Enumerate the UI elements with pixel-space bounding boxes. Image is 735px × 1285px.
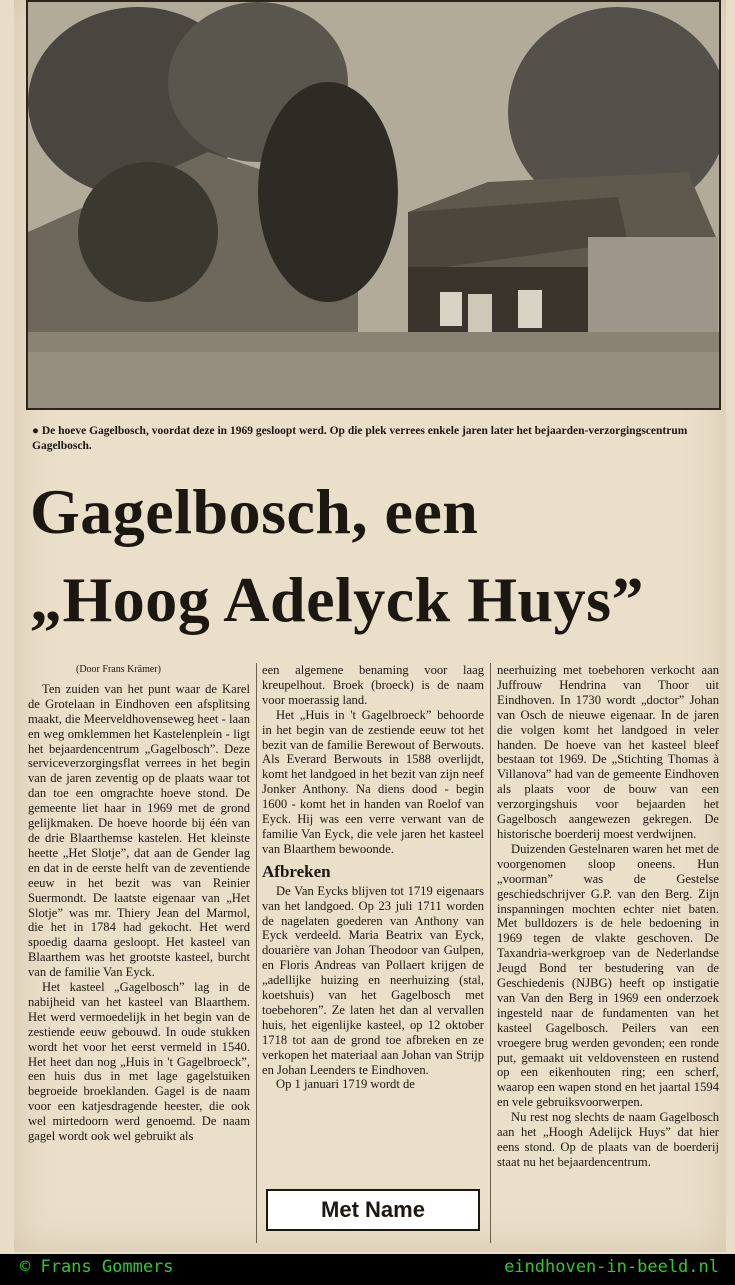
paragraph: neerhuizing met toebehoren verkocht aan Juffrouw Hendrina van Thoor uit Eindhoven. In 1730 wordt „doctor” Johan van Osch de nieuwe eigenaar. In de jaren die volgen komt het landgoed in veler handen. De hoeve van het kasteel bleef bestaan tot 1969. De „Stichting Thomas à Villanova” had van de gemeente Eindhoven als plaats voor de bouw van een verzorgingshuis voor bejaarden het Gagelbosch aangewezen gekregen. De historische boerderij moest verdwijnen. xyxy=(497,663,719,841)
photo-caption: ● De hoeve Gagelbosch, voordat deze in 1969 gesloopt werd. Op die plek verrees enkele jaren later het bejaarden-verzorgingscentrum Gagelbosch. xyxy=(32,425,688,452)
headline xyxy=(30,468,720,644)
paragraph: Duizenden Gestelnaren waren het met de voorgenomen sloop oneens. Hun „voorman” was de Gestelse geschiedschrijver G.P. van den Berg. Zijn inspanningen mochten echter niet baten. Met bulldozers is de hele bedoening in 1969 tegen de vlakte geschoven. De Taxandria-werkgroep van de Nederlandse Jeugd Bond ter bestudering van de Geschiedenis (NJBG) heeft op instigatie van Van den Berg in 1969 een onderzoek ingesteld naar de fundamenten van het kasteel Gagelbosch. Peilers van een vroegere brug werden gevonden; een ronde put, gemaakt uit veldovensteen en rustend op een eikenhouten ring; een scherf, waarop een wapen stond en het jaartal 1594 en vele gebruiksvoorwerpen. xyxy=(497,841,719,1110)
column-divider xyxy=(256,663,257,1243)
copyright-credit: © Frans Gommers xyxy=(20,1257,174,1277)
article-column-3 xyxy=(497,663,719,1170)
subheading: Afbreken xyxy=(262,861,331,881)
article-column-1 xyxy=(28,663,250,1144)
farmhouse-photo xyxy=(26,0,721,410)
paragraph: een algemene benaming voor laag kreupelhout. Broek (broeck) is de naam voor moerassig land. xyxy=(262,663,484,707)
headline-line-2: „Hoog Adelyck Huys” xyxy=(30,564,645,635)
paragraph: Het „Huis in 't Gagelbroeck” behoorde in het begin van de zestiende eeuw tot het bezit van de familie Berewout of Berwouts. Als Everard Berwouts in 1588 overlijdt, komt het landgoed in het bezit van zijn neef Jonker Anthony. Na diens dood - begin 1600 - komt het in handen van Roelof van Eyck. Hij was een verre verwant van de familie Van Eyck, die vele jaren het kasteel van Blaarthem bewoonde. xyxy=(262,707,484,856)
byline: (Door Frans Krämer) xyxy=(76,664,161,675)
paragraph: De Van Eycks blijven tot 1719 eigenaars van het landgoed. Op 23 juli 1711 worden de nagelaten goederen van Anthony van Eyck verdeeld. Maria Beatrix van Eyck, douarière van Johan Theodoor van Gulpen, en Floris Andreas van Pollaert krijgen de „adellijke huizing en neerhuizing (stal, koetshuis) van het Gagelbosch met toebehoren”. Ze laten het dan al vervallen huis, het eigenlijke kasteel, op 12 oktober 1718 tot aan de grond toe afbreken en ze verkopen het materiaal aan Johan van Strijp en Johan Leenders te Eindhoven. xyxy=(262,883,484,1077)
article-column-2 xyxy=(262,663,484,1092)
footer-bar xyxy=(0,1254,735,1285)
paragraph: Nu rest nog slechts de naam Gagelbosch aan het „Hoogh Adelijck Huys” dat hier eens stond. Op de plaats van de boerderij staat nu het bejaardencentrum. xyxy=(497,1110,719,1169)
name-box: Met Name xyxy=(266,1189,480,1231)
site-link[interactable]: eindhoven-in-beeld.nl xyxy=(504,1257,719,1277)
paragraph: Het kasteel „Gagelbosch” lag in de nabijheid van het kasteel van Blaarthem. Het werd vermoedelijk in het begin van de zestiende eeuw gebouwd. In oude stukken wordt het voor het eerst vermeld in 1540. Het heet dan nog „Huis in 't Gagelbroeck”, een huis dus in met lage gagelstuiken begroeide broeklanden. Gagel is de naam voor een katjesdragende heester, die ook wel mirtedoorn werd genoemd. De naam gagel wordt ook wel gebruikt als xyxy=(28,980,250,1144)
headline-line-1: Gagelbosch, een xyxy=(30,476,479,547)
paragraph: Op 1 januari 1719 wordt de xyxy=(276,1077,415,1092)
paragraph: Ten zuiden van het punt waar de Karel de Grotelaan in Eindhoven een afsplitsing maakt, die Meerveldhovenseweg heet - laan en weg omklemmen het Kastelenplein - ligt het bejaardencentrum „Gagelbosch”. Deze serviceverzorgingsflat verrees in het begin van de jaren zeventig op de plaats waar tot dan toe een omgrachte hoeve stond. De gemeente liet haar in 1969 met de grond gelijkmaken. De hoeve hoorde bij één van de drie Blaarthemse kastelen. Het kleinste heette „Het Slotje”, dat aan de Gender lag en dat in de eerste helft van de zeventiende eeuw in het bezit was van Reinier Suermondt. De laatste eigenaar van „Het Slotje” was mr. Thiery Jean del Marmol, die het in 1784 had gekocht. Het werd spoedig daarna gesloopt. Het kasteel van Blaarthem was het grootste kasteel, burcht van de familie Van Eyck. xyxy=(28,681,250,980)
column-divider xyxy=(490,663,491,1243)
